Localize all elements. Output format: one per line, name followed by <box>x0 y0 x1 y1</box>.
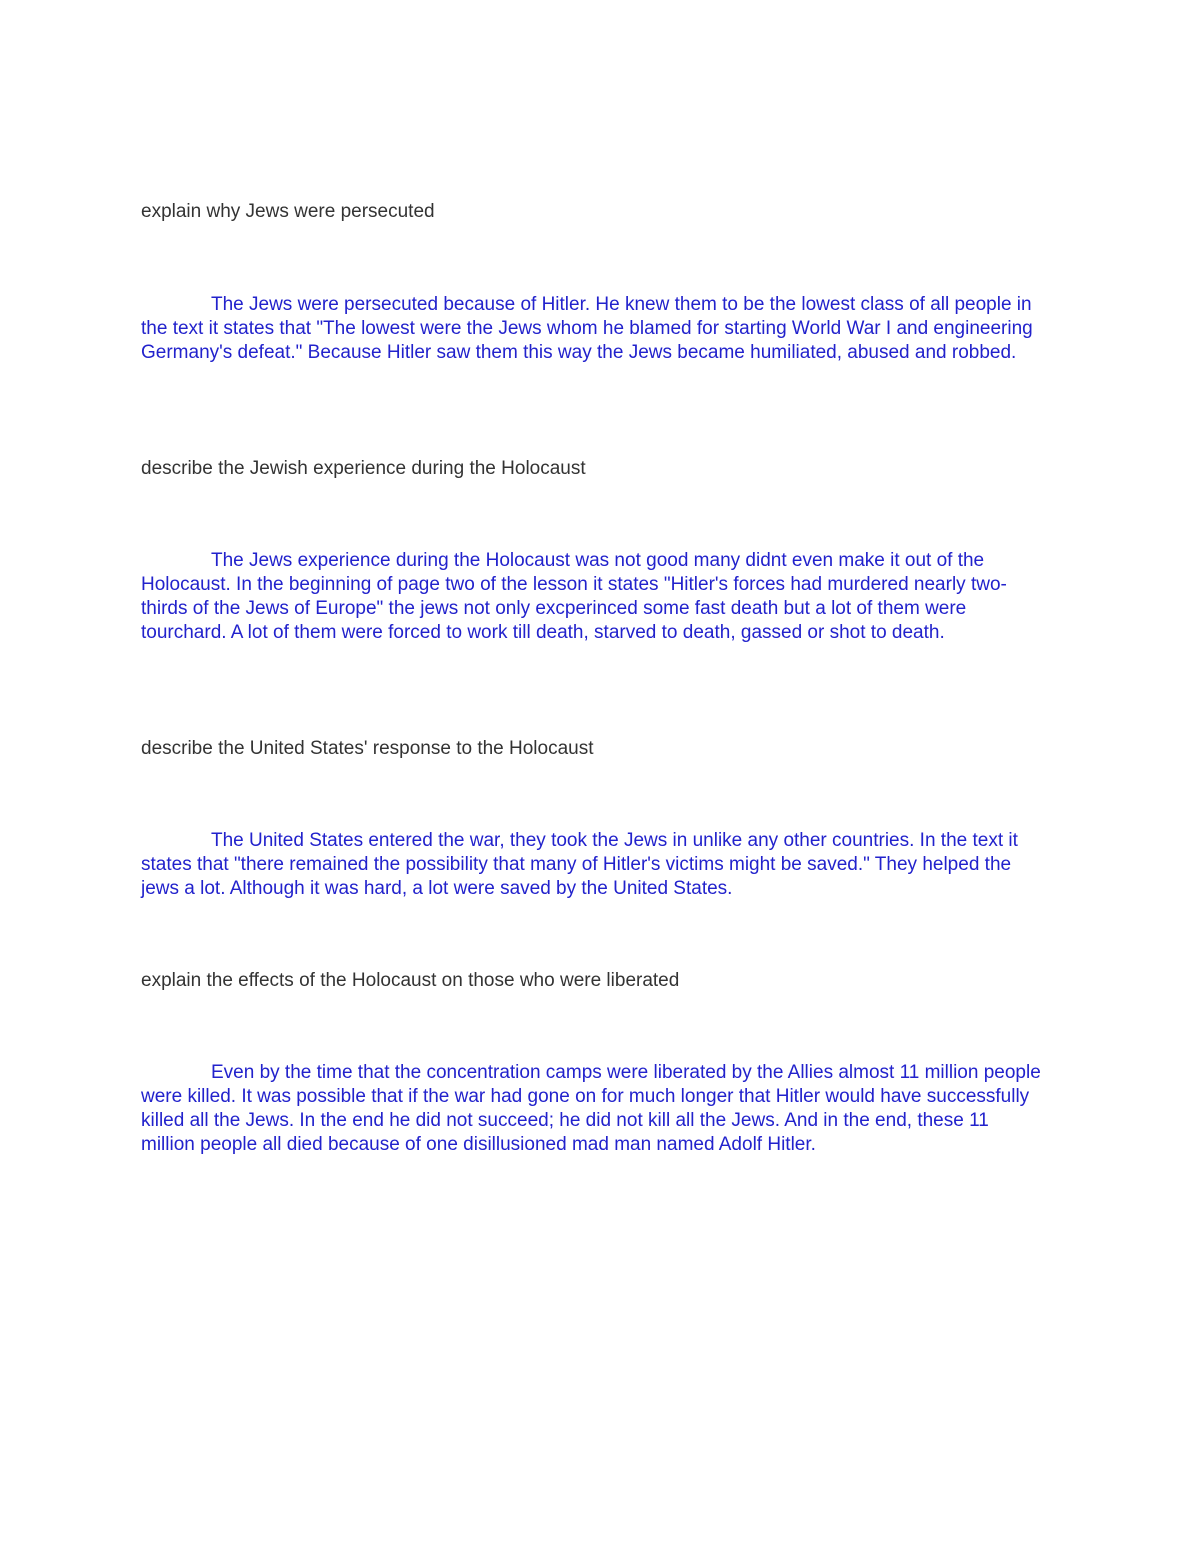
question-prompt-us-response: describe the United States' response to the Holocaust <box>141 738 594 759</box>
question-prompt-jewish-experience: describe the Jewish experience during the Holocaust <box>141 458 586 479</box>
answer-paragraph-jewish-experience: The Jews experience during the Holocaust was not good many didnt even make it out of the Holocaust. In the beginning of page two of the lesson it states "Hitler's forces had murdered nearly two-thirds of the Jews of Europe" the jews not only excperinced some fast death but a lot of them were tourchard. A lot of them were forced to work till death, starved to death, gassed or shot to death. <box>141 550 1007 643</box>
question-prompt-persecution: explain why Jews were persecuted <box>141 201 435 222</box>
question-prompt-liberation-effects: explain the effects of the Holocaust on those who were liberated <box>141 970 680 991</box>
answer-paragraph-persecution: The Jews were persecuted because of Hitler. He knew them to be the lowest class of all people in the text it states that "The lowest were the Jews whom he blamed for starting World War I and engineering Germany's defeat." Because Hitler saw them this way the Jews became humiliated, abused and robbed. <box>141 294 1033 363</box>
answer-paragraph-us-response: The United States entered the war, they took the Jews in unlike any other countries. In the text it states that "there remained the possibility that many of Hitler's victims might be saved." They helped the jews a lot. Although it was hard, a lot were saved by the United States. <box>141 830 1018 899</box>
answer-paragraph-liberation-effects: Even by the time that the concentration camps were liberated by the Allies almost 11 million people were killed. It was possible that if the war had gone on for much longer that Hitler would have successfully killed all the Jews. In the end he did not succeed; he did not kill all the Jews. And in the end, these 11 million people all died because of one disillusioned mad man named Adolf Hitler. <box>141 1062 1041 1155</box>
